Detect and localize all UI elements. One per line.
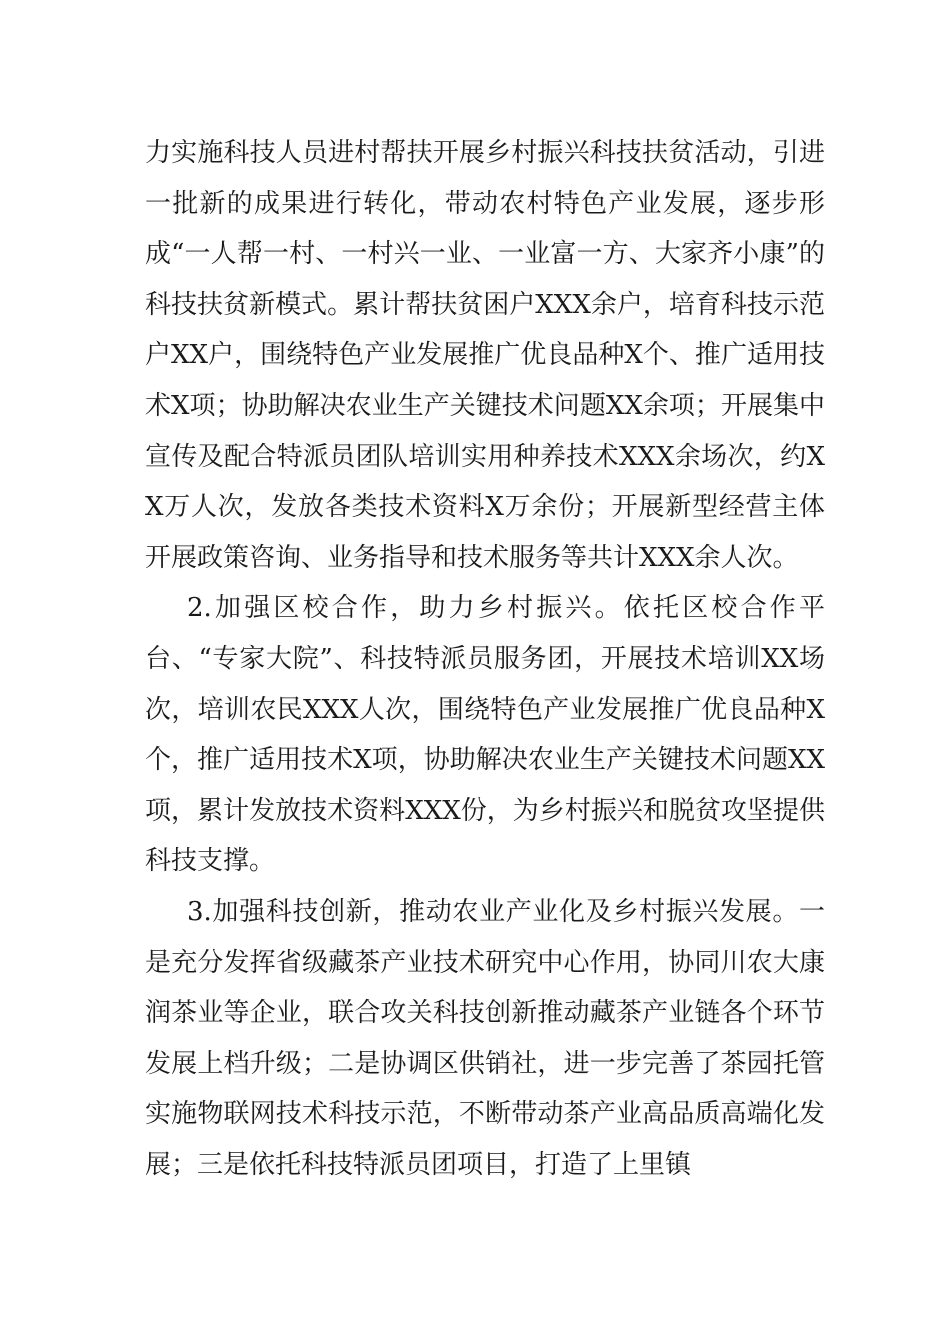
paragraph-school-cooperation: 2.加强区校合作，助力乡村振兴。依托区校合作平台、“专家大院”、科技特派员服务团，开展技术培训XX场次，培训农民XXX人次，围绕特色产业发展推广优良品种X个，推广适用技术X项，协助解决农业生产关键技术问题XX项，累计发放技术资料XXX份，为乡村振兴和脱贫攻坚提供科技支撑。 [145,593,825,877]
paragraph-tech-innovation: 3.加强科技创新，推动农业产业化及乡村振兴发展。一是充分发挥省级藏茶产业技术研究中心作用，协同川农大康润茶业等企业，联合攻关科技创新推动藏茶产业链各个环节发展上档升级；二是协调区供销社，进一步完善了茶园托管实施物联网技术科技示范，不断带动茶产业高品质高端化发展；三是依托科技特派员团项目，打造了上里镇 [145,896,825,1180]
document-body [145,128,825,1190]
paragraph-continuation: 力实施科技人员进村帮扶开展乡村振兴科技扶贫活动，引进一批新的成果进行转化，带动农村特色产业发展，逐步形成“一人帮一村、一村兴一业、一业富一方、大家齐小康”的科技扶贫新模式。累计帮扶贫困户XXX余户，培育科技示范户XX户，围绕特色产业发展推广优良品种X个、推广适用技术X项；协助解决农业生产关键技术问题XX余项；开展集中宣传及配合特派员团队培训实用种养技术XXX余场次，约XX万人次，发放各类技术资料X万余份；开展新型经营主体开展政策咨询、业务指导和技术服务等共计XXX余人次。 [145,138,825,573]
